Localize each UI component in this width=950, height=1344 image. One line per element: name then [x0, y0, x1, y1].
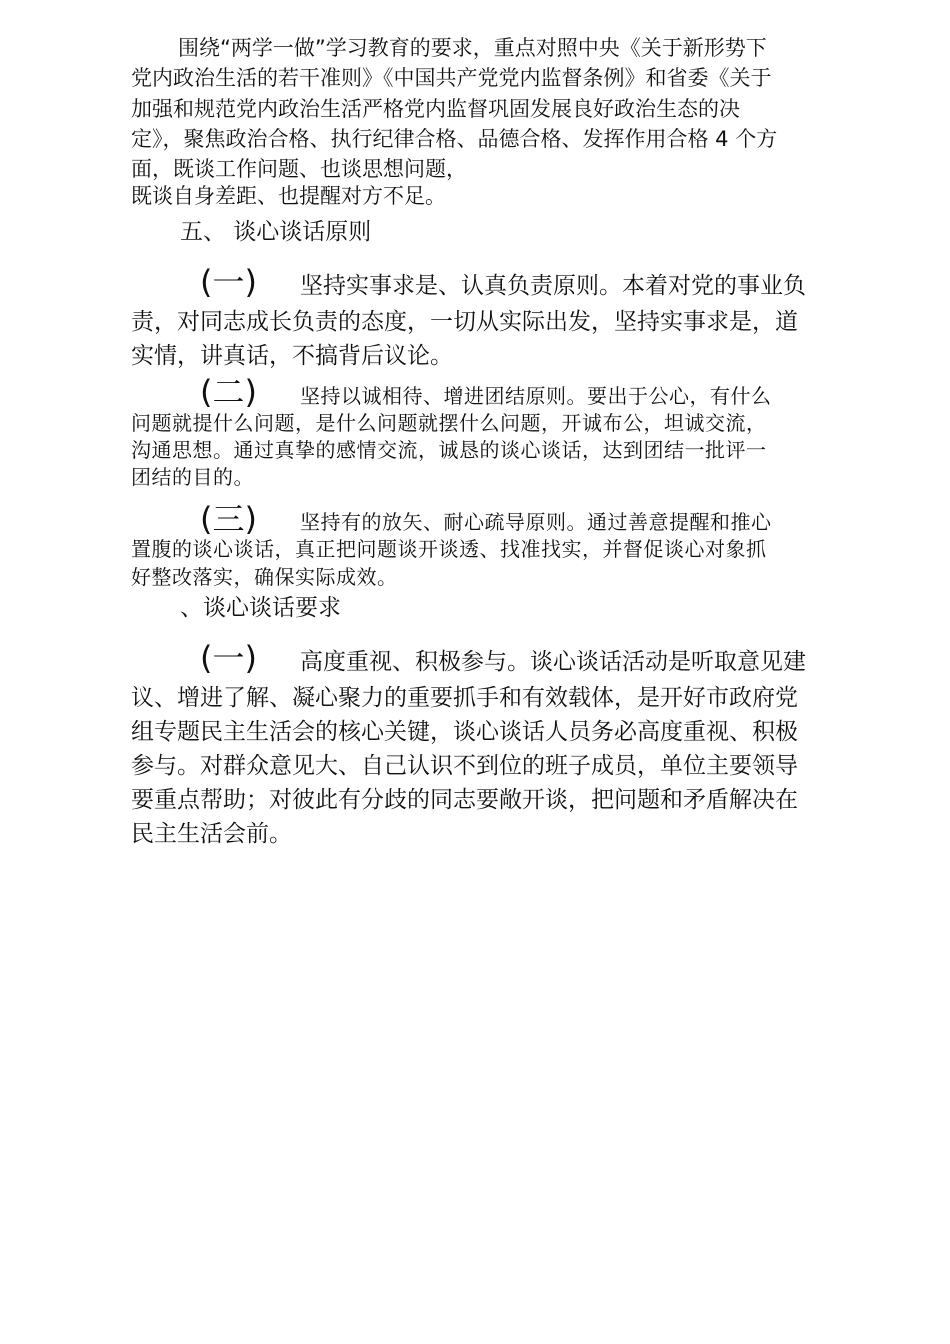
- intro-line: 围绕“两学一做”学习教育的要求，重点对照中央《关于新形势下: [178, 36, 767, 60]
- item-first-line: 坚持以诚相待、增进团结原则。要出于公心，有什么: [300, 384, 772, 408]
- item-line: 问题就提什么问题，是什么问题就摆什么问题，开诚布公，坦诚交流，: [131, 411, 767, 435]
- item-number: (三): [200, 500, 257, 538]
- item-number: (一): [200, 639, 257, 677]
- item-line: 参与。对群众意见大、自己认识不到位的班子成员，单位主要领导: [131, 753, 798, 779]
- item-line: 沟通思想。通过真挚的感情交流，诚恳的谈心谈话，达到团结一批评一: [131, 438, 767, 462]
- section-heading: 、谈心谈话要求: [180, 595, 341, 621]
- intro-line: 加强和规范党内政治生活严格党内监督巩固发展良好政治生态的决: [131, 97, 740, 121]
- item-line: 责，对同志成长负责的态度，一切从实际出发，坚持实事求是，道: [131, 309, 798, 335]
- item-line: 组专题民主生活会的核心关键，谈心谈话人员务必高度重视、积极: [131, 719, 798, 745]
- intro-line: 既谈自身差距、也提醒对方不足。: [131, 184, 446, 208]
- item-first-line: 坚持实事求是、认真负责原则。本着对党的事业负: [300, 273, 806, 299]
- item-line: 民主生活会前。: [131, 821, 292, 847]
- section-heading: 五、 谈心谈话原则: [180, 219, 372, 245]
- item-line: 团结的目的。: [131, 465, 254, 489]
- item-number: (二): [200, 373, 257, 411]
- item-line: 实情，讲真话，不搞背后议论。: [131, 343, 453, 369]
- item-first-line: 高度重视、积极参与。谈心谈话活动是听取意见建: [300, 649, 806, 675]
- intro-line: 面，既谈工作问题、也谈思想问题，: [131, 157, 467, 181]
- intro-line: 定》，聚焦政治合格、执行纪律合格、品德合格、发挥作用合格 4 个方: [131, 127, 778, 151]
- intro-line: 党内政治生活的若干准则》《中国共产党党内监督条例》和省委《关于: [131, 66, 772, 90]
- item-line: 置腹的谈心谈话，真正把问题谈开谈透、找准找实，并督促谈心对象抓: [131, 537, 767, 561]
- item-line: 议、增进了解、凝心聚力的重要抓手和有效载体，是开好市政府党: [131, 685, 798, 711]
- item-line: 要重点帮助；对彼此有分歧的同志要敞开谈，把问题和矛盾解决在: [131, 787, 798, 813]
- item-first-line: 坚持有的放矢、耐心疏导原则。通过善意提醒和推心: [300, 510, 772, 534]
- item-number: (一): [200, 263, 257, 301]
- item-line: 好整改落实，确保实际成效。: [131, 565, 398, 589]
